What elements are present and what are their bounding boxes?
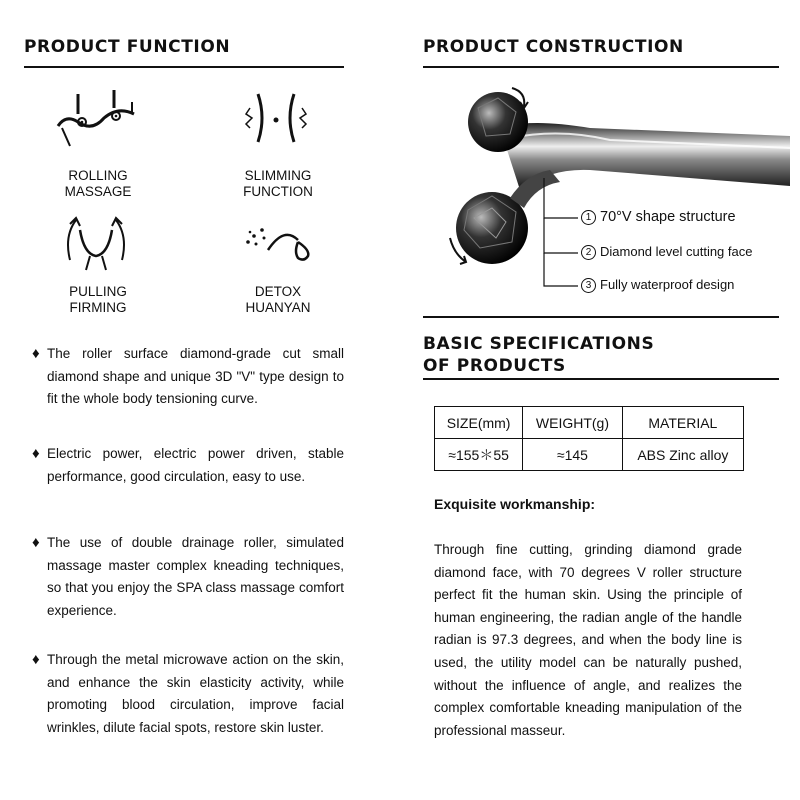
callout-2	[581, 244, 752, 260]
diamond-bullet-icon: ♦	[32, 445, 40, 462]
construction-title: PRODUCT CONSTRUCTION	[423, 37, 684, 57]
slimming-function-icon	[236, 88, 316, 148]
diamond-bullet-icon: ♦	[32, 651, 40, 668]
detox-label: DETOX HUANYAN	[245, 284, 311, 315]
material-value: ABS Zinc alloy	[622, 439, 743, 471]
callout-text: 70°V shape structure	[600, 209, 736, 225]
specs-title	[423, 333, 654, 377]
size-value: ≈155＊55	[435, 439, 523, 471]
specs-title-line2: OF PRODUCTS	[423, 356, 566, 376]
function-title: PRODUCT FUNCTION	[24, 37, 231, 57]
size-header: SIZE(mm)	[435, 407, 523, 439]
specs-value-row	[435, 439, 744, 471]
rolling-massage-label: ROLLING MASSAGE	[64, 168, 132, 199]
function-title-rule	[24, 66, 344, 68]
weight-value: ≈145	[523, 439, 623, 471]
specs-top-rule	[423, 316, 779, 318]
callout-number: 3	[581, 278, 596, 293]
specs-title-rule	[423, 378, 779, 380]
detox-icon	[236, 212, 316, 272]
diamond-bullet-icon: ♦	[32, 534, 40, 551]
weight-header: WEIGHT(g)	[523, 407, 623, 439]
bullet-text: Through the metal microwave action on the skin, and enhance the skin elasticity activity, while promoting blood circulation, improve facial wrinkles, dilute facial spots, restore skin luster.	[47, 652, 344, 735]
construction-title-rule	[423, 66, 779, 68]
bullet-text: The roller surface diamond-grade cut small diamond shape and unique 3D "V" type design to fit the whole body tensioning curve.	[47, 346, 344, 406]
callout-text: Diamond level cutting face	[600, 244, 753, 259]
pulling-firming-icon	[56, 212, 136, 272]
callout-text: Fully waterproof design	[600, 277, 735, 292]
function-bullet-4	[32, 649, 344, 739]
specs-header-row	[435, 407, 744, 439]
function-bullet-3	[32, 532, 344, 622]
specs-title-line1: BASIC SPECIFICATIONS	[423, 334, 655, 354]
callout-number: 2	[581, 245, 596, 260]
diamond-bullet-icon: ♦	[32, 345, 40, 362]
callout-number: 1	[581, 210, 596, 225]
specs-table	[434, 406, 744, 471]
callout-3	[581, 277, 734, 293]
function-bullet-1	[32, 343, 344, 411]
callout-1	[581, 209, 736, 225]
function-bullet-2	[32, 443, 344, 488]
bullet-text: Electric power, electric power driven, stable performance, good circulation, easy to use.	[47, 446, 344, 484]
pulling-firming-label: PULLING FIRMING	[69, 284, 127, 315]
workmanship-text: Through fine cutting, grinding diamond grade diamond face, with 70 degrees V roller structure perfect fit the human skin. Using the principle of human engineering, the radian angle of the handle radian is 97.3 degrees, and when the body line is used, the utility model can be naturally pushed, without the influence of angle, and realizes the complex comfortable kneading manipulation of the professional masseur.	[434, 542, 742, 738]
workmanship-title: Exquisite workmanship:	[434, 496, 596, 512]
rolling-massage-icon	[56, 88, 136, 148]
material-header: MATERIAL	[622, 407, 743, 439]
bullet-text: The use of double drainage roller, simulated massage master complex kneading techniques, so that you enjoy the SPA class massage comfort experience.	[47, 535, 344, 618]
slimming-function-label: SLIMMING FUNCTION	[243, 168, 313, 199]
